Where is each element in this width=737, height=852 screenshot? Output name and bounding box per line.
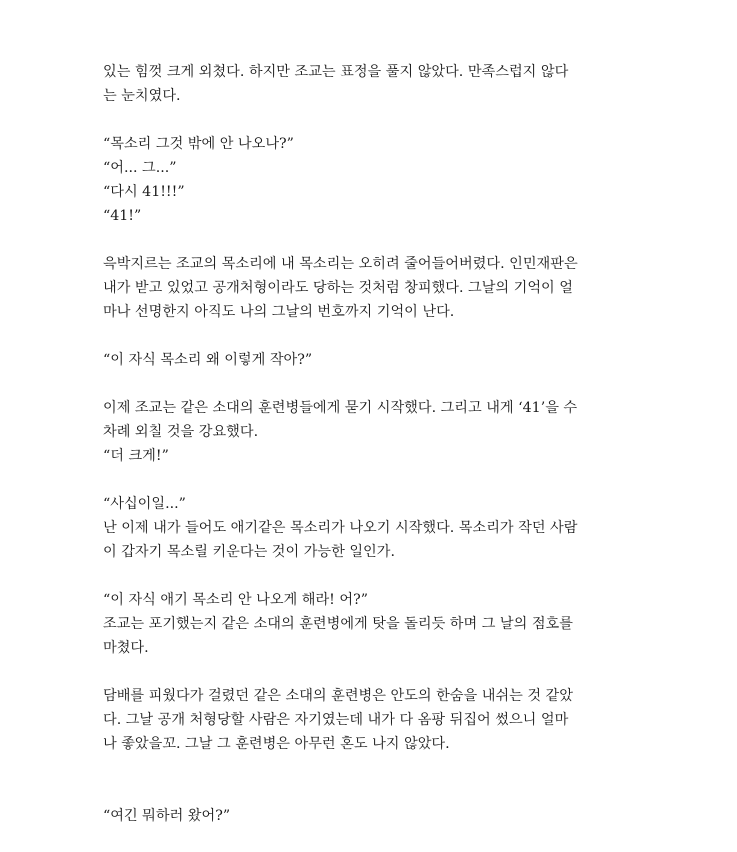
paragraph-4 <box>103 348 635 372</box>
text-line: “사십이일...” <box>103 496 186 512</box>
paragraph-8 <box>103 684 635 756</box>
text-line: 있는 힘껏 크게 외쳤다. 하지만 조교는 표정을 풀지 않았다. 만족스럽지 않다 <box>103 64 569 80</box>
text-line: 이 갑자기 목소릴 키운다는 것이 가능한 일인가. <box>103 544 395 560</box>
text-line: 는 눈치였다. <box>103 88 181 104</box>
text-line: 조교는 포기했는지 같은 소대의 훈련병에게 탓을 돌리듯 하며 그 날의 점호를 <box>103 616 573 632</box>
text-line: 담배를 피웠다가 걸렸던 같은 소대의 훈련병은 안도의 한숨을 내쉬는 것 같았 <box>103 688 573 704</box>
text-line: 윽박지르는 조교의 목소리에 내 목소리는 오히려 줄어들어버렸다. 인민재판은 <box>103 256 578 272</box>
paragraph-7 <box>103 588 635 660</box>
paragraph-9 <box>103 804 635 828</box>
text-line: 내가 받고 있었고 공개처형이라도 당하는 것처럼 창피했다. 그날의 기억이 얼 <box>103 280 573 296</box>
paragraph-3 <box>103 252 635 324</box>
text-line: “이 자식 애기 목소리 안 나오게 해라! 어?” <box>103 592 368 608</box>
text-line: 이제 조교는 같은 소대의 훈련병들에게 묻기 시작했다. 그리고 내게 ‘41’을 수 <box>103 400 578 416</box>
text-line: “목소리 그것 밖에 안 나오나?” <box>103 136 294 152</box>
text-line: “더 크게!” <box>103 448 169 464</box>
text-line: 차례 외칠 것을 강요했다. <box>103 424 259 440</box>
text-line: 다. 그날 공개 처형당할 사람은 자기였는데 내가 다 옴팡 뒤집어 썼으니 얼마 <box>103 712 569 728</box>
text-line: 마쳤다. <box>103 640 149 656</box>
paragraph-1 <box>103 60 635 108</box>
paragraph-2 <box>103 132 635 228</box>
text-line: 나 좋았을꼬. 그날 그 훈련병은 아무런 혼도 나지 않았다. <box>103 736 450 752</box>
body-text <box>103 60 635 852</box>
text-line: “여긴 뭐하러 왔어?” <box>103 808 231 824</box>
text-line: 난 이제 내가 들어도 애기같은 목소리가 나오기 시작했다. 목소리가 작던 사람 <box>103 520 578 536</box>
text-line: “어... 그...” <box>103 160 177 176</box>
text-line: “이 자식 목소리 왜 이렇게 작아?” <box>103 352 313 368</box>
paragraph-5 <box>103 396 635 468</box>
text-line: “다시 41!!!” <box>103 184 185 200</box>
text-line: “41!” <box>103 208 142 224</box>
text-line: 마나 선명한지 아직도 나의 그날의 번호까지 기억이 난다. <box>103 304 455 320</box>
paragraph-6 <box>103 492 635 564</box>
